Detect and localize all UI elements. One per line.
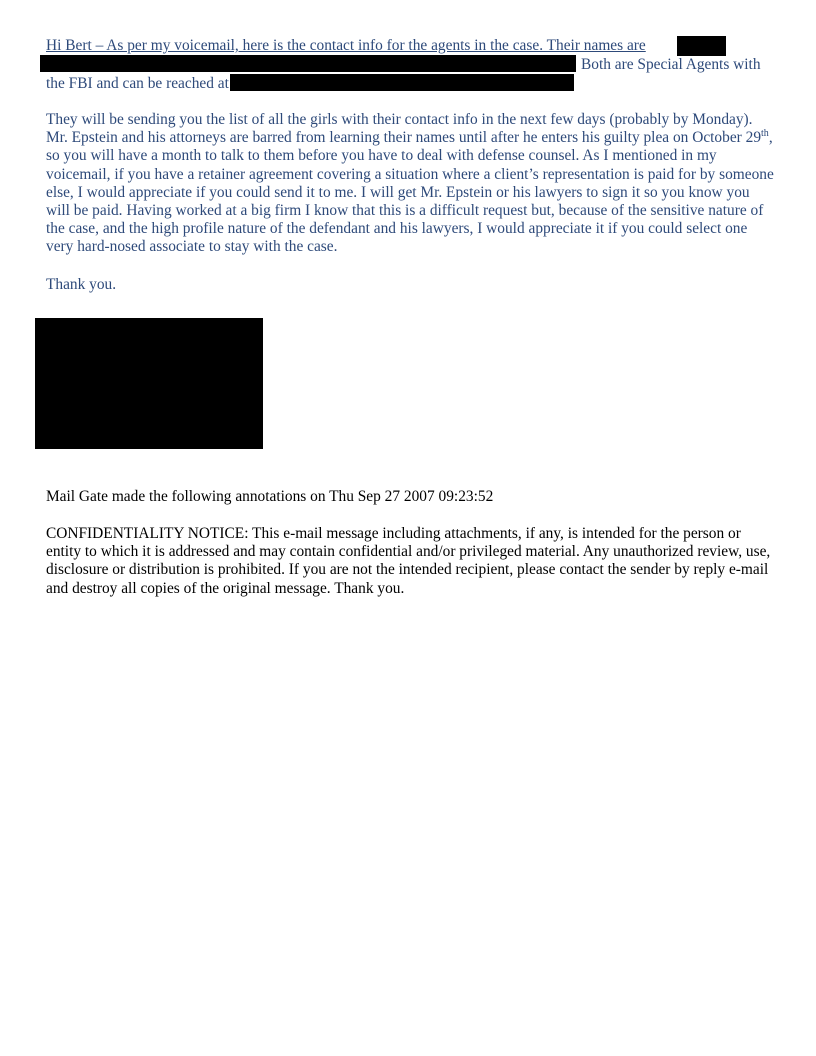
redaction-box-signature — [35, 318, 263, 449]
redaction-box-contact — [230, 74, 574, 91]
email-line-1: Hi Bert – As per my voicemail, here is the contact info for the agents in the case. Their names are — [46, 37, 646, 54]
paragraph-2-part-1: They will be sending you the list of all the girls with their contact info in the next few days (probably by Monday). Mr. Epstein and his attorneys are barred from learning their names until after he enters his guilty plea on October 29 — [46, 111, 762, 147]
redaction-box-names — [40, 55, 576, 72]
redaction-box-names-start — [677, 36, 726, 56]
email-closing: Thank you. — [46, 276, 117, 293]
annotation-header: Mail Gate made the following annotations on Thu Sep 27 2007 09:23:52 — [46, 488, 494, 505]
confidentiality-notice: CONFIDENTIALITY NOTICE: This e-mail message including attachments, if any, is intended for the person or entity to which it is addressed and may contain confidential and/or privileged material. Any unauthorized review, use, disclosure or distribution is prohibited. If you are not the intended recipient, please contact the sender by reply e-mail and destroy all copies of the original message. Thank you. — [46, 525, 771, 597]
email-line-3: the FBI and can be reached at — [46, 75, 229, 92]
paragraph-2-superscript: th — [761, 128, 769, 140]
email-paragraph-2 — [46, 111, 774, 256]
paragraph-2-part-2: , so you will have a month to talk to them before you have to deal with defense counsel. As I mentioned in my voicemail, if you have a retainer agreement covering a situation where a client’s representation is paid for by someone else, I would appreciate if you could send it to me. I will get Mr. Epstein or his lawyers to sign it so you know you will be paid. Having worked at a big firm I know that this is a difficult request but, because of the sensitive nature of the case, and the high profile nature of the defendant and his lawyers, I would appreciate it if you could select one very hard-nosed associate to stay with the case. — [46, 129, 774, 256]
email-line-2-tail: Both are Special Agents with — [581, 56, 761, 73]
